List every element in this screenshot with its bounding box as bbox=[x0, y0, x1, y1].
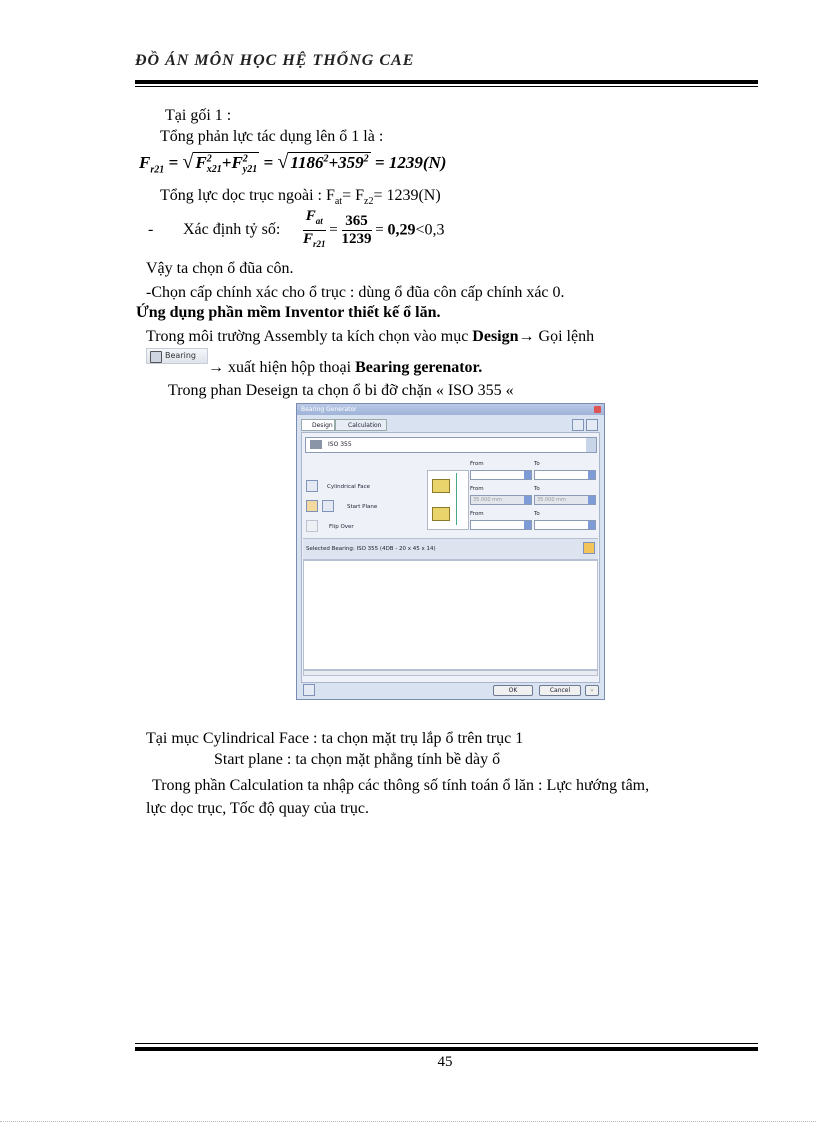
dialog-help-icon[interactable] bbox=[303, 684, 315, 696]
term-fy-sup: 2 bbox=[242, 153, 248, 165]
ratio-formula bbox=[303, 208, 445, 253]
term-fy-sub: y21 bbox=[242, 164, 258, 176]
bearing-generator-dialog bbox=[296, 403, 605, 700]
arrow-icon-2: → bbox=[208, 359, 224, 376]
ratio-den-sym: F bbox=[303, 231, 314, 247]
formula-lhs: F bbox=[139, 153, 151, 172]
more-icon[interactable]: » bbox=[585, 685, 599, 696]
arrow-icon-field[interactable] bbox=[524, 496, 531, 504]
flip-icon[interactable] bbox=[306, 520, 318, 532]
horizontal-scrollbar[interactable] bbox=[303, 670, 598, 676]
formula-eq: = bbox=[168, 153, 179, 172]
arrow-icon-field[interactable] bbox=[588, 521, 595, 529]
header-rule-thick bbox=[135, 80, 758, 84]
chevron-down-icon[interactable] bbox=[586, 438, 596, 452]
tab-design-label: Design bbox=[312, 422, 333, 429]
combo-value: ISO 355 bbox=[328, 441, 352, 448]
term-fx: F bbox=[195, 153, 207, 172]
value-b-sup: 2 bbox=[363, 153, 369, 165]
sqrt-body-2 bbox=[288, 152, 370, 173]
bearing-type-combo[interactable] bbox=[305, 437, 597, 453]
formula-eq3: = bbox=[374, 153, 385, 172]
axial-force-sub2: z2 bbox=[364, 196, 374, 208]
from-label-2: From bbox=[470, 486, 484, 492]
page-header: ĐỒ ÁN MÔN HỌC HỆ THỐNG CAE bbox=[135, 52, 415, 69]
arrow-icon-field[interactable] bbox=[588, 496, 595, 504]
ratio-eq2: = bbox=[375, 222, 384, 238]
value-b: 359 bbox=[338, 153, 364, 172]
to-field-3[interactable] bbox=[534, 520, 596, 530]
text-line-13: lực dọc trục, Tốc độ quay của trục. bbox=[146, 800, 369, 817]
tab-calculation[interactable] bbox=[335, 419, 387, 431]
arrow-icon-field[interactable] bbox=[588, 471, 595, 479]
text-line-8 bbox=[208, 358, 482, 378]
to-label-3: To bbox=[534, 511, 540, 517]
text-line-11: Start plane : ta chọn mặt phẳng tính bề dày ổ bbox=[214, 751, 501, 768]
sqrt-sign-2: √ bbox=[277, 151, 289, 173]
to-label-2: To bbox=[534, 486, 540, 492]
tab-design[interactable] bbox=[301, 419, 335, 431]
ratio-tail: <0,3 bbox=[415, 221, 445, 239]
lightning-icon[interactable] bbox=[583, 542, 595, 554]
text-line-2: Tổng phản lực tác dụng lên ổ 1 là : bbox=[160, 128, 384, 145]
axial-force-sub1: at bbox=[334, 196, 343, 208]
ratio-den-sub: r21 bbox=[313, 239, 326, 249]
close-icon[interactable] bbox=[594, 406, 601, 413]
value-a: 1186 bbox=[290, 153, 324, 172]
dimension-line bbox=[456, 473, 457, 525]
text-line-10: Tại mục Cylindrical Face : ta chọn mặt trụ lắp ổ trên trục 1 bbox=[146, 730, 524, 747]
ratio-num-sym: F bbox=[305, 208, 316, 224]
text-line-7 bbox=[146, 327, 594, 347]
select-icon[interactable] bbox=[306, 480, 318, 492]
bearing-thumb-icon bbox=[310, 440, 322, 449]
section-heading: Ứng dụng phần mềm Inventor thiết kế ổ lăn. bbox=[136, 304, 441, 321]
fx-icon[interactable] bbox=[586, 419, 598, 431]
cylindrical-face-label: Cylindrical Face bbox=[327, 484, 371, 490]
axial-force-pre: Tổng lực dọc trục ngoài : F bbox=[160, 187, 335, 204]
to-label-1: To bbox=[534, 461, 540, 467]
ratio-dash: - bbox=[148, 221, 154, 238]
plane-icon[interactable] bbox=[322, 500, 334, 512]
value-a-sup: 2 bbox=[323, 153, 329, 165]
formula-lhs-sub: r21 bbox=[150, 164, 165, 176]
ratio-num-sub: at bbox=[315, 216, 323, 226]
footer-rule-thick bbox=[135, 1047, 758, 1051]
bearing-command-button[interactable] bbox=[146, 348, 208, 364]
ratio-den-val: 1239 bbox=[341, 231, 372, 247]
selected-bearing-text: Selected Bearing: ISO 355 (4DB - 20 x 45 x 14) bbox=[306, 546, 436, 552]
formula-result: 1239(N) bbox=[388, 153, 447, 172]
selected-bearing-bar bbox=[303, 538, 598, 560]
bearing-preview bbox=[427, 470, 469, 530]
ratio-eq: = bbox=[329, 222, 338, 238]
sqrt-body-1 bbox=[193, 152, 259, 175]
text-line-6: -Chọn cấp chính xác cho ổ trục : dùng ổ đũa côn cấp chính xác 0. bbox=[146, 284, 565, 301]
formula-reaction-force bbox=[139, 151, 446, 175]
term-plus: + bbox=[221, 153, 232, 172]
bearing-button-label: Bearing bbox=[165, 351, 196, 360]
line7-post: Gọi lệnh bbox=[534, 328, 595, 345]
from-label-1: From bbox=[470, 461, 484, 467]
bearing-icon bbox=[150, 351, 162, 363]
line7-design: Design bbox=[472, 328, 519, 345]
ratio-numeric bbox=[342, 213, 372, 248]
ratio-symbolic bbox=[303, 208, 326, 253]
text-line-9: Trong phan Deseign ta chọn ổ bi đỡ chặn « ISO 355 « bbox=[168, 382, 514, 399]
from-field-2-value: 35.000 mm bbox=[473, 497, 502, 503]
ok-button[interactable]: OK bbox=[493, 685, 533, 696]
from-label-3: From bbox=[470, 511, 484, 517]
term-fx-sub: x21 bbox=[206, 164, 222, 176]
ratio-num-val: 365 bbox=[342, 213, 372, 231]
page-number: 45 bbox=[437, 1054, 453, 1070]
text-line-12: Trong phần Calculation ta nhập các thông số tính toán ổ lăn : Lực hướng tâm, bbox=[152, 777, 650, 794]
text-line-5: Vậy ta chọn ổ đũa côn. bbox=[146, 260, 294, 277]
sqrt-sign-1: √ bbox=[182, 151, 194, 173]
arrow-icon-field[interactable] bbox=[524, 471, 531, 479]
bearing-section-bottom bbox=[432, 507, 450, 521]
from-field-1[interactable] bbox=[470, 470, 532, 480]
select-icon-active[interactable] bbox=[306, 500, 318, 512]
dialog-title: Bearing Generator bbox=[297, 404, 604, 415]
cancel-button[interactable]: Cancel bbox=[539, 685, 581, 696]
axial-force-post: = 1239(N) bbox=[373, 187, 441, 204]
tab-calculation-label: Calculation bbox=[348, 422, 382, 429]
line8-pre: xuất hiện hộp thoại bbox=[224, 359, 356, 376]
line7-pre: Trong môi trường Assembly ta kích chọn vào mục bbox=[146, 328, 473, 345]
axial-force-mid: = F bbox=[342, 187, 364, 204]
header-rule-thin bbox=[135, 86, 758, 87]
text-line-1: Tại gối 1 : bbox=[165, 107, 232, 124]
value-plus: + bbox=[328, 153, 339, 172]
ratio-result: 0,29 bbox=[387, 221, 416, 239]
formula-eq2: = bbox=[263, 153, 274, 172]
term-fy: F bbox=[231, 153, 243, 172]
footer-rule-thin bbox=[135, 1043, 758, 1044]
page-edge bbox=[0, 1121, 816, 1122]
arrow-icon: → bbox=[518, 328, 535, 345]
from-field-3[interactable] bbox=[470, 520, 532, 530]
bearing-section-top bbox=[432, 479, 450, 493]
help-icon[interactable] bbox=[572, 419, 584, 431]
to-field-2-value: 35.000 mm bbox=[537, 497, 566, 503]
results-area bbox=[303, 560, 598, 670]
term-fx-sup: 2 bbox=[206, 153, 212, 165]
from-field-2[interactable] bbox=[470, 495, 532, 505]
arrow-icon-field[interactable] bbox=[524, 521, 531, 529]
start-plane-label: Start Plane bbox=[347, 504, 378, 510]
line8-dialog-name: Bearing gerenator. bbox=[355, 359, 483, 376]
flip-over-label: Flip Over bbox=[329, 524, 354, 530]
ratio-label: Xác định tỷ số: bbox=[183, 221, 281, 238]
to-field-1[interactable] bbox=[534, 470, 596, 480]
to-field-2[interactable] bbox=[534, 495, 596, 505]
